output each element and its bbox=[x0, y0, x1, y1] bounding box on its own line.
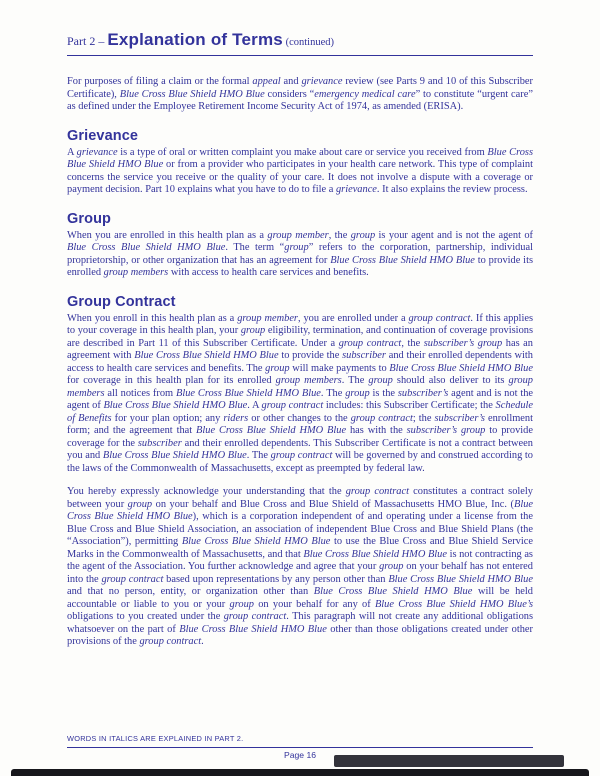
section-group bbox=[67, 211, 533, 280]
page-header bbox=[67, 0, 533, 56]
italics-note: WORDS IN ITALICS ARE EXPLAINED IN PART 2. bbox=[67, 734, 244, 743]
group-paragraph: When you are enrolled in this health plan as a group member, the group is your agent and is not the agent of Blue Cross Blue Shield HMO Blue. The term “group” refers to the corporation, partnership, individual proprietorship, or other organization that has an agreement for Blue Cross Blue Shield HMO Blue to provide its enrolled group members with access to health care services and benefits. bbox=[67, 229, 533, 278]
group-contract-paragraph-2: You hereby expressly acknowledge your understanding that the group contract constitutes a contract solely between your group on your behalf and Blue Cross and Blue Shield of Massachusetts HMO Blue, Inc. (Blue Cross Blue Shield HMO Blue), which is a corporation independent of and operating under a license from the Blue Cross and Blue Shield Association, an association of independent Blue Cross and Blue Shield Plans (the “Association”), permitting Blue Cross Blue Shield HMO Blue to use the Blue Cross and Blue Shield Service Marks in the Commonwealth of Massachusetts, and that Blue Cross Blue Shield HMO Blue is not contracting as the agent of the Association. You further acknowledge and agree that your group on your behalf has not entered into the group contract based upon representations by any person other than Blue Cross Blue Shield HMO Blue and that no person, entity, or organization other than Blue Cross Blue Shield HMO Blue will be held accountable or liable to you or your group on your behalf for any of Blue Cross Blue Shield HMO Blue’s obligations to you created under the group contract. This paragraph will not create any additional obligations whatsoever on the part of Blue Cross Blue Shield HMO Blue other than those obligations created under other provisions of the group contract. bbox=[67, 486, 534, 647]
scan-artifact-bar-bottom bbox=[11, 769, 589, 776]
continued-label: (continued) bbox=[282, 37, 334, 48]
page-title: Explanation of Terms bbox=[107, 30, 283, 49]
part-label: Part 2 – bbox=[67, 34, 108, 48]
footer-rule bbox=[67, 747, 533, 748]
grievance-paragraph: A grievance is a type of oral or written complaint you make about care or service you received from Blue Cross Blue Shield HMO Blue or from a provider who participates in your health care network. This type of complaint concerns the service you receive or the quality of your care. It does not involve a dispute with a coverage or payment decision. Part 10 explains what you have to do to file a grievance. It also explains the review process. bbox=[67, 146, 534, 195]
section-heading-group-contract: Group Contract bbox=[67, 293, 176, 310]
scan-artifact-bar-right bbox=[334, 755, 564, 767]
intro-paragraph: For purposes of filing a claim or the formal appeal and grievance review (see Parts 9 and 10 of this Subscriber Certificate), Blue Cross Blue Shield HMO Blue considers “emergency medical care” to constitute “urgent care” as defined under the Employee Retirement Income Security Act of 1974, as amended (ERISA). bbox=[67, 76, 533, 112]
page-body bbox=[67, 76, 533, 649]
section-heading-grievance: Grievance bbox=[67, 127, 139, 144]
section-heading-group: Group bbox=[67, 210, 111, 227]
section-grievance bbox=[67, 128, 533, 197]
section-group-contract bbox=[67, 294, 533, 649]
group-contract-paragraph-1: When you enroll in this health plan as a group member, you are enrolled under a group contract. If this applies to your coverage in this health plan, your group eligibility, termination, and continuation of coverage provisions are described in Part 11 of this Subscriber Certificate. Under a group contract, the subscriber’s group has an agreement with Blue Cross Blue Shield HMO Blue to provide the subscriber and their enrolled dependents with access to health care services and benefits. The group will make payments to Blue Cross Blue Shield HMO Blue for coverage in this health plan for its enrolled group members. The group should also deliver to its group members all notices from Blue Cross Blue Shield HMO Blue. The group is the subscriber’s agent and is not the agent of Blue Cross Blue Shield HMO Blue. A group contract includes: this Subscriber Certificate; the Schedule of Benefits for your plan option; any riders or other changes to the group contract; the subscriber’s enrollment form; and the agreement that Blue Cross Blue Shield HMO Blue has with the subscriber’s group to provide coverage for the subscriber and their enrolled dependents. This Subscriber Certificate is not a contract between you and Blue Cross Blue Shield HMO Blue. The group contract will be governed by and construed according to the laws of the Commonwealth of Massachusetts, except as preempted by federal law. bbox=[67, 312, 534, 474]
page-number: Page 16 bbox=[283, 750, 317, 760]
